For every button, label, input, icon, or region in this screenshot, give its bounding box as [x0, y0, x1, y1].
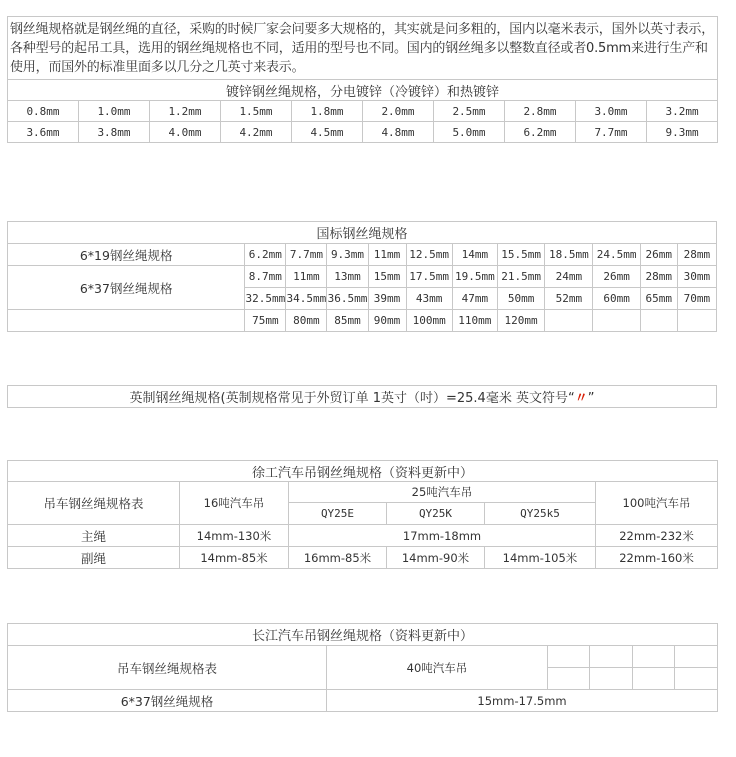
table-cell: 28mm	[640, 266, 677, 288]
table-cell: 15mm	[368, 266, 406, 288]
table-cell: 85mm	[327, 310, 368, 332]
table-cell: 9.3mm	[327, 244, 368, 266]
table-cell: 34.5mm	[286, 288, 327, 310]
col-label: 吊车钢丝绳规格表	[8, 482, 180, 525]
table-cell: 120mm	[497, 310, 544, 332]
changjiang-title: 长江汽车吊钢丝绳规格（资料更新中）	[8, 624, 718, 646]
table-cell: 5.0mm	[434, 122, 505, 143]
table-cell: 2.8mm	[505, 101, 576, 122]
table-cell: 26mm	[593, 266, 640, 288]
table-cell: 8.7mm	[245, 266, 286, 288]
british-spec-table	[7, 385, 717, 408]
xugong-title: 徐工汽车吊钢丝绳规格（资料更新中）	[8, 461, 718, 482]
table-cell: 21.5mm	[497, 266, 544, 288]
table-cell: 22mm-160米	[596, 547, 718, 569]
table-row	[8, 310, 717, 332]
row-label-6x19: 6*19钢丝绳规格	[8, 244, 245, 266]
table-cell: 3.6mm	[8, 122, 79, 143]
table-cell-empty	[677, 310, 716, 332]
table-row	[8, 547, 718, 569]
model-qy25k5: QY25k5	[485, 503, 596, 525]
table-cell: 52mm	[545, 288, 593, 310]
col-label: 吊车钢丝绳规格表	[8, 646, 327, 690]
table-cell-empty	[8, 310, 245, 332]
table-cell: 28mm	[677, 244, 716, 266]
table-cell: 1.0mm	[79, 101, 150, 122]
table-cell: 19.5mm	[452, 266, 497, 288]
table-row	[8, 266, 717, 288]
table-cell: 22mm-232米	[596, 525, 718, 547]
british-spec-note	[8, 386, 717, 408]
table-cell: 4.8mm	[363, 122, 434, 143]
table-cell: 11mm	[286, 266, 327, 288]
row-label-aux: 副绳	[8, 547, 180, 569]
british-spec-text: 英制钢丝绳规格(英制规格常见于外贸订单 1英寸（吋）=25.4毫米 英文符号“	[129, 391, 575, 406]
model-qy25k: QY25K	[387, 503, 485, 525]
national-title: 国标钢丝绳规格	[8, 222, 717, 244]
table-cell: 30mm	[677, 266, 716, 288]
table-cell: 39mm	[368, 288, 406, 310]
table-cell: 70mm	[677, 288, 716, 310]
row-label-6x37: 6*37钢丝绳规格	[8, 266, 245, 310]
table-cell: 4.2mm	[221, 122, 292, 143]
table-cell: 14mm-130米	[180, 525, 289, 547]
table-cell: 100mm	[406, 310, 452, 332]
col-40t: 40吨汽车吊	[327, 646, 548, 690]
xugong-crane-table	[7, 460, 718, 569]
table-cell: 90mm	[368, 310, 406, 332]
col-16t: 16吨汽车吊	[180, 482, 289, 525]
table-cell: 12.5mm	[406, 244, 452, 266]
table-cell: 43mm	[406, 288, 452, 310]
intro-paragraph: 钢丝绳规格就是钢丝绳的直径，采购的时候厂家会问要多大规格的，其实就是问多粗的，国内以毫米表示，国外以英寸表示，各种型号的起吊工具，选用的钢丝绳规格也不同，适用的型号也不同。国内的钢丝绳多以整数直径或者0.5mm来进行生产和使用，而国外的标准里面多以几分之几英寸来表示。	[8, 17, 718, 80]
table-cell: 0.8mm	[8, 101, 79, 122]
table-cell-empty	[590, 668, 633, 690]
col-25t: 25吨汽车吊	[289, 482, 596, 503]
table-row	[8, 122, 718, 143]
table-cell: 4.5mm	[292, 122, 363, 143]
table-cell: 11mm	[368, 244, 406, 266]
table-cell: 47mm	[452, 288, 497, 310]
table-row	[8, 690, 718, 712]
table-cell: 18.5mm	[545, 244, 593, 266]
table-cell: 36.5mm	[327, 288, 368, 310]
table-cell: 75mm	[245, 310, 286, 332]
table-cell: 3.2mm	[647, 101, 718, 122]
table-cell: 6.2mm	[245, 244, 286, 266]
table-cell: 14mm	[452, 244, 497, 266]
col-100t: 100吨汽车吊	[596, 482, 718, 525]
row-label-6x37: 6*37钢丝绳规格	[8, 690, 327, 712]
table-cell: 9.3mm	[647, 122, 718, 143]
inch-symbol: 〃	[574, 391, 588, 406]
table-cell: 1.2mm	[150, 101, 221, 122]
table-cell: 26mm	[640, 244, 677, 266]
table-cell: 65mm	[640, 288, 677, 310]
table-cell: 4.0mm	[150, 122, 221, 143]
model-qy25e: QY25E	[289, 503, 387, 525]
table-row	[8, 101, 718, 122]
table-cell: 2.0mm	[363, 101, 434, 122]
table-cell: 1.8mm	[292, 101, 363, 122]
table-row	[8, 244, 717, 266]
table-cell: 32.5mm	[245, 288, 286, 310]
table-cell: 7.7mm	[576, 122, 647, 143]
table-cell: 3.0mm	[576, 101, 647, 122]
table-cell: 2.5mm	[434, 101, 505, 122]
table-cell: 110mm	[452, 310, 497, 332]
table-cell: 24.5mm	[593, 244, 640, 266]
table-cell: 1.5mm	[221, 101, 292, 122]
table-cell: 17mm-18mm	[289, 525, 596, 547]
national-standard-table	[7, 221, 717, 332]
table-cell-empty	[640, 310, 677, 332]
table-cell-empty	[545, 310, 593, 332]
table-cell-empty	[633, 646, 675, 668]
table-cell-empty	[593, 310, 640, 332]
table-cell-empty	[548, 668, 590, 690]
table-cell-empty	[675, 668, 718, 690]
table-cell: 60mm	[593, 288, 640, 310]
table-cell: 6.2mm	[505, 122, 576, 143]
table-cell: 14mm-105米	[485, 547, 596, 569]
table-cell-empty	[633, 668, 675, 690]
galvanized-spec-table	[7, 16, 718, 143]
british-spec-close: ”	[587, 391, 595, 406]
table-cell: 80mm	[286, 310, 327, 332]
table-cell-empty	[675, 646, 718, 668]
table-cell: 24mm	[545, 266, 593, 288]
table-cell: 3.8mm	[79, 122, 150, 143]
table-cell: 17.5mm	[406, 266, 452, 288]
table-cell: 7.7mm	[286, 244, 327, 266]
table-cell: 14mm-85米	[180, 547, 289, 569]
table-cell: 14mm-90米	[387, 547, 485, 569]
galvanized-title: 镀锌钢丝绳规格，分电镀锌（冷镀锌）和热镀锌	[8, 80, 718, 101]
table-row	[8, 525, 718, 547]
table-cell: 16mm-85米	[289, 547, 387, 569]
table-cell-empty	[590, 646, 633, 668]
table-cell: 15.5mm	[497, 244, 544, 266]
row-label-main: 主绳	[8, 525, 180, 547]
table-cell: 13mm	[327, 266, 368, 288]
table-cell: 50mm	[497, 288, 544, 310]
changjiang-crane-table	[7, 623, 718, 712]
table-cell-empty	[548, 646, 590, 668]
table-cell: 15mm-17.5mm	[327, 690, 718, 712]
